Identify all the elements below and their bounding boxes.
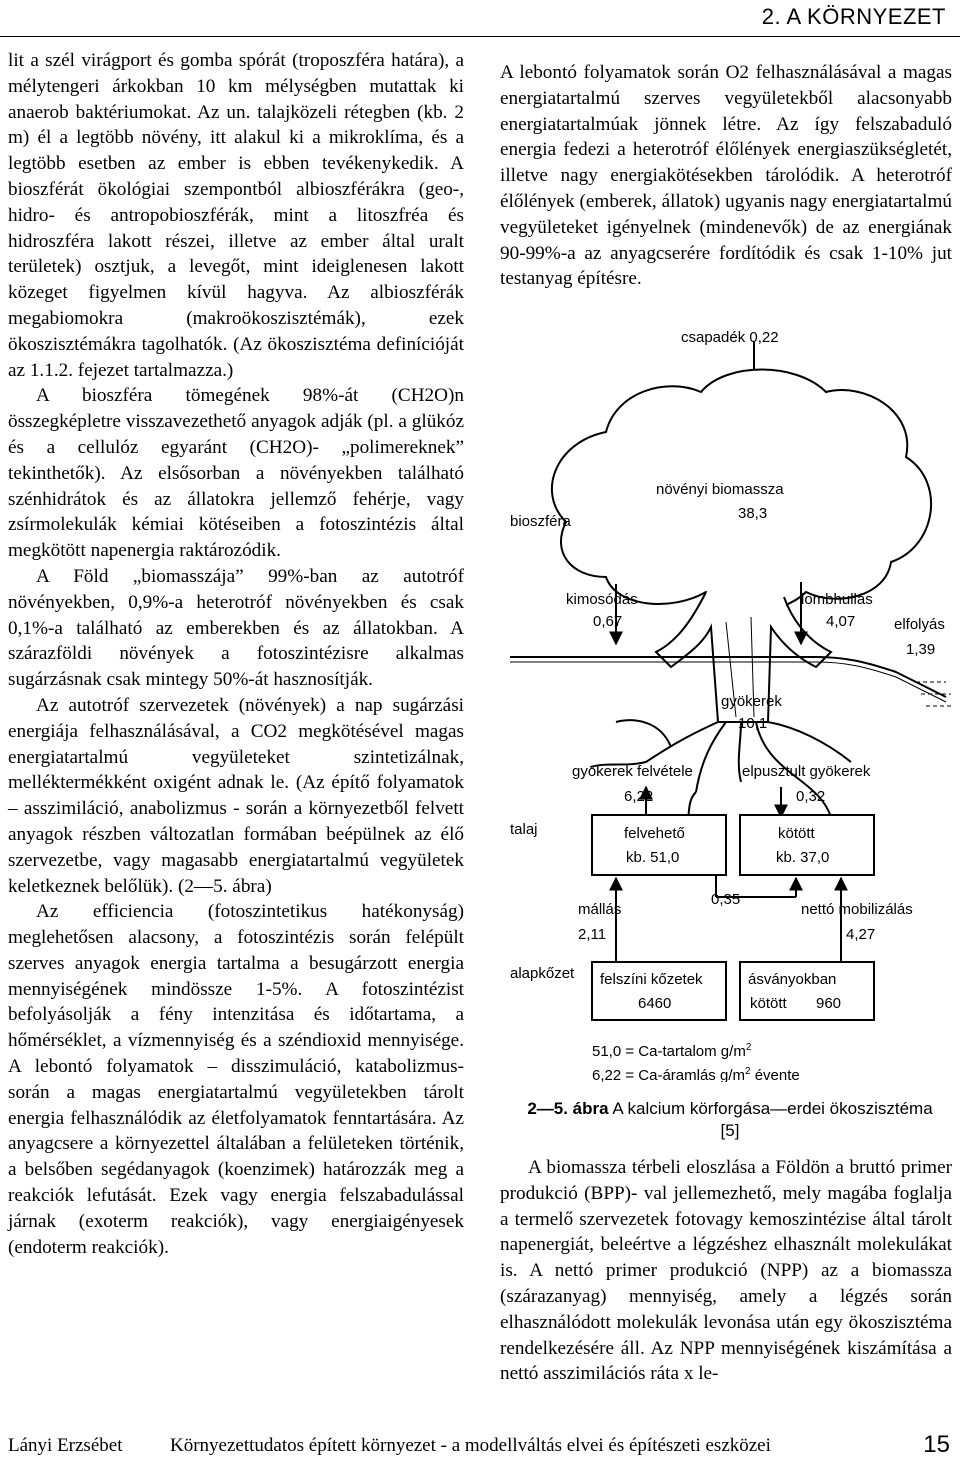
paragraph: A biomassza térbeli eloszlása a Földön a bruttó primer produkció (BPP)- val jellemezhető, mely magába foglalja a termelő szervezetek fotovagy kemoszintézise által tárolt napenergiát, beleértve a légzéshez elhasznált molekulákat is. A nettó primer produkció (NPP) az a biomassza (szárazanyag) mennyiség, amely a légzés során elhasználódott molekulák levonása után egy ökoszisztéma rendelkezésére áll. Az NPP mennyiségének kiszámítása a nettó asszimilációs ráta x le- xyxy=(500,1157,952,1385)
footer-title: Környezettudatos épített környezet - a modellváltás elvei és építészeti eszközei xyxy=(170,1435,771,1456)
paragraph: lit a szél virágport és gomba spórát (troposzféra határa), a mélytengeri árkokban 10 km mélységben mutattak ki anaerob baktériumokat. Az un. talajközeli rétegben (kb. 2 m) él a legtöbb növény, itt alakul ki a mikroklíma, és a legtöbb esetben az ember is ebben tevékenykedik. A bioszférát ökológiai szempontból albioszférákra (geo-, hidro- és antropobioszférák, mint a litoszfréa és hidroszféra lakott részei, illetve az ember által uralt területek) osztjuk, a levegőt, mint ideiglenesen lakott közeget figyelmen kívül hagyva. Az albioszférák megabiomokra (makroökoszisztémák), ezek ökoszisztémákra tagolhatók. (Az ökoszisztéma definícióját az 1.1.2. fejezet tartalmazza.) xyxy=(8,50,464,381)
paragraph: Az autotróf szervezetek (növények) a nap sugárzási energiája felhasználásával, a CO2 megkötésével magas energiatartalmú vegyületeket szintetizálnak, melléktermékként oxigént adnak le. (Az építő folyamatok – asszimiláció, anabolizmus - során a környezetből felvett anyagok részben változatlan formában beépülnek az élő szervezetbe, vagy magasabb energiatartalmú vegyületek keletkeznek belőlük). (2—5. ábra) xyxy=(8,694,464,897)
legend-flow: 6,22 = Ca-áramlás $g/m^2$ évente xyxy=(592,1066,800,1082)
label-precipitation: csapadék 0,22 xyxy=(681,329,779,346)
value-plant-biomass: 38,3 xyxy=(738,505,768,522)
label-available: felvehető xyxy=(624,825,685,842)
label-plant-biomass: növényi biomassza xyxy=(656,481,784,498)
label-bedrock: alapkőzet xyxy=(510,965,575,982)
label-biosphere: bioszféra xyxy=(510,513,571,530)
available-box xyxy=(592,815,726,875)
label-soil: talaj xyxy=(510,821,538,838)
value-available: kb. 51,0 xyxy=(626,849,680,866)
value-net-mobilization: 4,27 xyxy=(846,926,876,943)
footer-author: Lányi Erzsébet xyxy=(8,1435,123,1456)
caption-text: A kalcium körforgása—erdei ökoszisztéma [5] xyxy=(608,1099,933,1140)
value-leaching: 0,67 xyxy=(593,613,623,630)
label-dead-roots: elpusztult gyökerek xyxy=(742,763,871,780)
value-exchange: 0,35 xyxy=(711,891,741,908)
paragraph: A Föld „biomasszája” 99%-ban az autotróf növényekben, 0,9%-a heterotróf növényekben és csak 0,1%-a található az emberekben és az állatokban. A szárazföldi növények a fotoszintézisre alkalmas sugárzásnak csak mintegy 50%-át hasznosítják. xyxy=(8,565,464,691)
value-weathering: 2,11 xyxy=(578,926,607,943)
figure-caption xyxy=(520,1098,940,1142)
label-runoff: elfolyás xyxy=(894,616,945,633)
page-number: 15 xyxy=(923,1431,950,1458)
paragraph: A bioszféra tömegének 98%-át (CH2O)n összegképletre visszavezethető anyagok adják (pl. a glükóz és a cellulóz egyaránt (CH2O)- „polimereknek” tekinthetők). Az elsősorban a növényekben található szénhidrátok és az állatokra jellemző fehérje, vagy zsírmolekulák kémiai kötéseiben a fotoszintézis által megkötött napenergia raktározódik. xyxy=(8,385,464,562)
value-mineral: 960 xyxy=(816,995,842,1012)
header-rule xyxy=(0,36,960,37)
left-column xyxy=(8,48,464,1260)
label-root-uptake: gyökerek felvétele xyxy=(572,763,693,780)
calcium-cycle-figure xyxy=(496,322,956,1082)
label-net-mobilization: nettó mobilizálás xyxy=(801,901,913,918)
label-bound: kötött xyxy=(778,825,815,842)
label-mineral-bound: kötött xyxy=(750,995,787,1012)
running-header: 2. A KÖRNYEZET xyxy=(761,4,946,29)
label-roots: gyökerek xyxy=(721,693,782,710)
right-column-top xyxy=(500,60,952,292)
label-weathering: mállás xyxy=(578,901,622,918)
paragraph: Az efficiencia (fotoszintetikus hatékonyság) meglehetősen alacsony, a fotoszintézis során felépült szerves anyagok energia tartalma a besugárzott energia mennyiségének mindössze 1-5%. A fotoszintézist befolyásolják a fény intenzitása és időtartama, a hőmérséklet, a vízmennyiség és a széndioxid mennyisége. A lebontó folyamatok – disszimuláció, katabolizmus- során a magas energiatartalmú vegyületekben tárolt energia felhasználódik az életfolyamatok fenntartására. Az anyagcsere a környezettel általában a felületeken történik, a belsőben segédanyagok (koenzimek) határozzák meg a reakciók lefutását. Ezek vagy energia felszabadulással járnak (exoterm reakciók), vagy energiaigényesek (endoterm reakciók). xyxy=(8,901,464,1258)
label-mineral: ásványokban xyxy=(748,971,837,988)
value-surface-rock: 6460 xyxy=(638,995,672,1012)
value-root-uptake: 6,22 xyxy=(624,788,654,805)
value-litterfall: 4,07 xyxy=(826,613,856,630)
label-surface-rock: felszíni kőzetek xyxy=(600,971,703,988)
label-litterfall: lombhullás xyxy=(801,591,873,608)
value-bound: kb. 37,0 xyxy=(776,849,830,866)
value-dead-roots: 0,32 xyxy=(796,788,826,805)
value-roots: 10,1 xyxy=(738,715,768,732)
label-leaching: kimosódás xyxy=(566,591,638,608)
value-runoff: 1,39 xyxy=(906,641,936,658)
right-column-bottom xyxy=(500,1155,952,1387)
paragraph: A lebontó folyamatok során O2 felhasználásával a magas energiatartalmú szerves vegyületekből alacsonyabb energiatartalmúak jönnek létre. Az így felszabaduló energia fedezi a heterotróf élőlények energiaszükségletét, illetve nagy energiakötésekben tárolódik. A heterotróf élőlények (emberek, állatok) ugyanis nagy energiatartalmú vegyületeket igényelnek (mindenevők) de az energiának 90-99%-a az anyagcserére fordítódik és csak 1-10% jut testanyag építésre. xyxy=(500,62,952,290)
caption-label: 2—5. ábra xyxy=(527,1099,609,1118)
bound-box xyxy=(740,815,874,875)
legend-content: 51,0 = Ca-tartalom $g/m^2$ xyxy=(592,1042,752,1060)
